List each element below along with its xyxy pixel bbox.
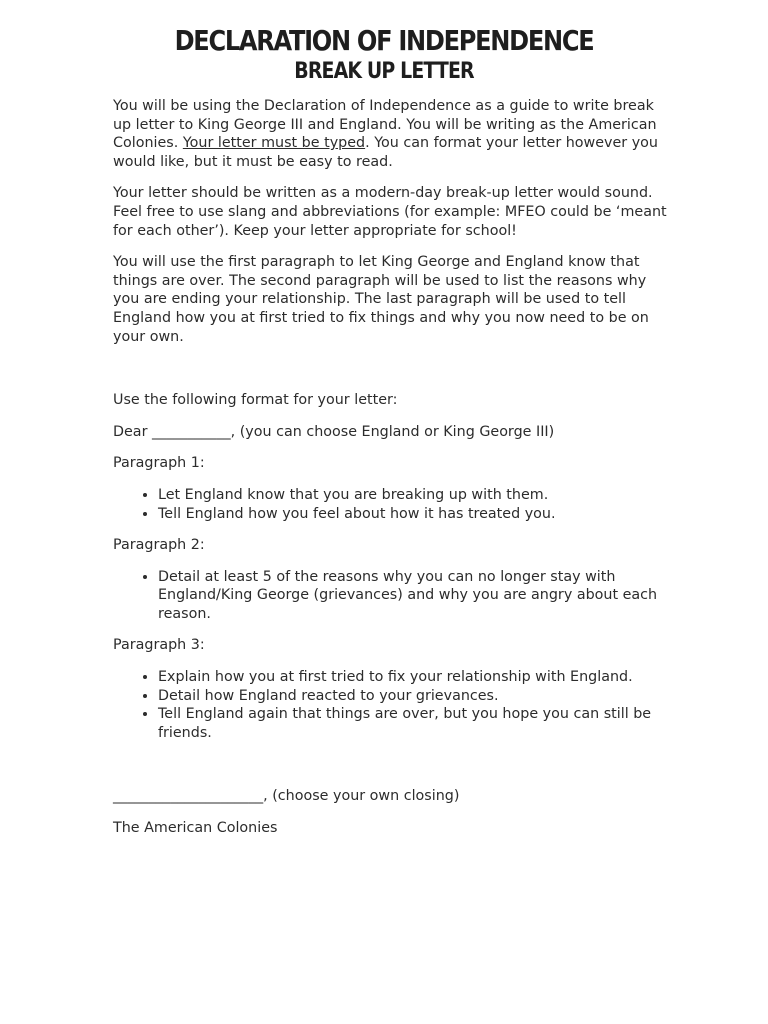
intro-paragraph-2: Your letter should be written as a modern-day break-up letter would sound. Feel free to use slang and abbreviations (for example: MFEO could be ‘meant for each other’). Keep your letter appropriate for school!	[113, 185, 667, 239]
list-item: • Tell England how you feel about how it has treated you.	[158, 505, 673, 524]
intro-paragraph-1	[113, 97, 673, 171]
list-item: • Explain how you at first tried to fix your relationship with England.	[158, 668, 673, 687]
intro-text-continued: . You can format your letter however you would like, but it must be easy to read.	[113, 135, 658, 170]
list-item: • Let England know that you are breaking up with them.	[158, 486, 673, 505]
paragraph-1-list	[113, 486, 673, 523]
intro-text: You will be using the Declaration of Independence as a guide to write break up letter to King George III and England. You will be writing as the American Colonies.	[113, 98, 657, 152]
list-item: • Detail how England reacted to your grievances.	[158, 687, 673, 706]
signature-line: The American Colonies	[113, 820, 278, 837]
paragraph-1-label: Paragraph 1:	[113, 455, 205, 472]
page-subtitle: BREAK UP LETTER	[294, 59, 474, 84]
closing-line: _____________________, (choose your own closing)	[113, 788, 460, 805]
typed-requirement: Your letter must be typed	[182, 135, 366, 152]
paragraph-3-label: Paragraph 3:	[113, 637, 205, 654]
paragraph-2-list	[113, 568, 673, 624]
list-item: • Tell England again that things are over, but you hope you can still be friends.	[158, 705, 673, 742]
list-item: • Detail at least 5 of the reasons why you can no longer stay with England/King George (grievances) and why you are angry about each reason.	[158, 568, 673, 624]
document-body	[113, 97, 673, 838]
paragraph-3-list	[113, 668, 673, 742]
intro-paragraph-3: You will use the first paragraph to let King George and England know that things are over. The second paragraph will be used to list the reasons why you are ending your relationship. The last paragraph will be used to tell England how you at first tried to fix things and why you now need to be on your own.	[113, 254, 649, 345]
salutation-line: Dear ___________, (you can choose England or King George III)	[113, 423, 555, 440]
format-lead: Use the following format for your letter:	[113, 392, 398, 409]
page-title: DECLARATION OF INDEPENDENCE	[174, 24, 594, 57]
paragraph-2-label: Paragraph 2:	[113, 537, 205, 554]
